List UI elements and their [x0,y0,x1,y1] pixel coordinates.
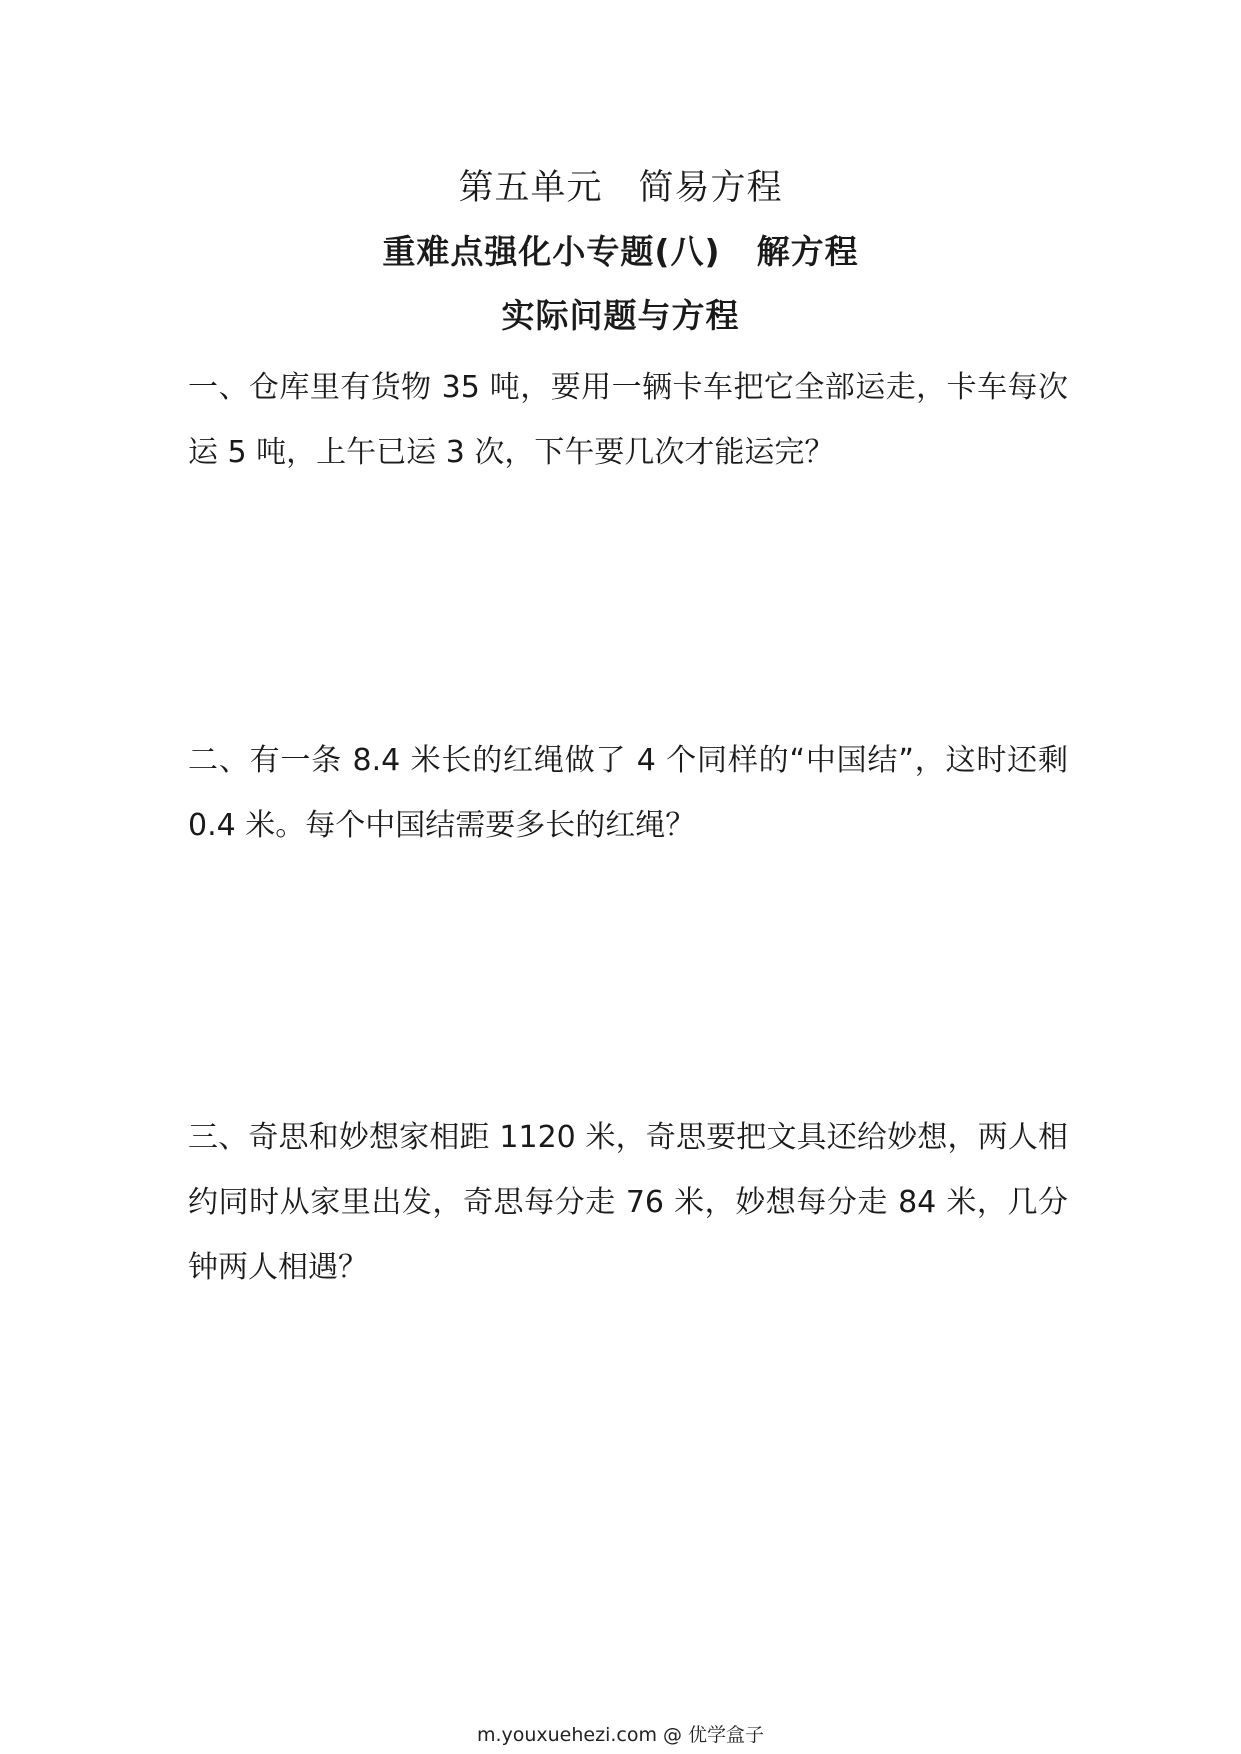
section-title: 实际问题与方程 [501,296,740,335]
topic-prefix: 重难点强化小专题(八) [382,232,721,271]
unit-title [0,160,1241,210]
topic-title [0,226,1241,273]
question-1: 一、仓库里有货物 35 吨，要用一辆卡车把它全部运走，卡车每次运 5 吨，上午已运 3 次，下午要几次才能运完？ [188,370,1068,470]
unit-label: 第五单元 [458,168,603,208]
question-2: 二、有一条 8.4 米长的红绳做了 4 个同样的“中国结”，这时还剩 0.4 米。每个中国结需要多长的红绳？ [188,743,1068,843]
unit-name: 简易方程 [638,168,783,208]
question-3: 三、奇思和妙想家相距 1120 米，奇思要把文具还给妙想，两人相约同时从家里出发，奇思每分走 76 米，妙想每分走 84 米，几分钟两人相遇？ [188,1120,1068,1285]
topic-name: 解方程 [756,232,859,271]
footer-watermark: m.youxuehezi.com @ 优学盒子 [476,1724,765,1746]
